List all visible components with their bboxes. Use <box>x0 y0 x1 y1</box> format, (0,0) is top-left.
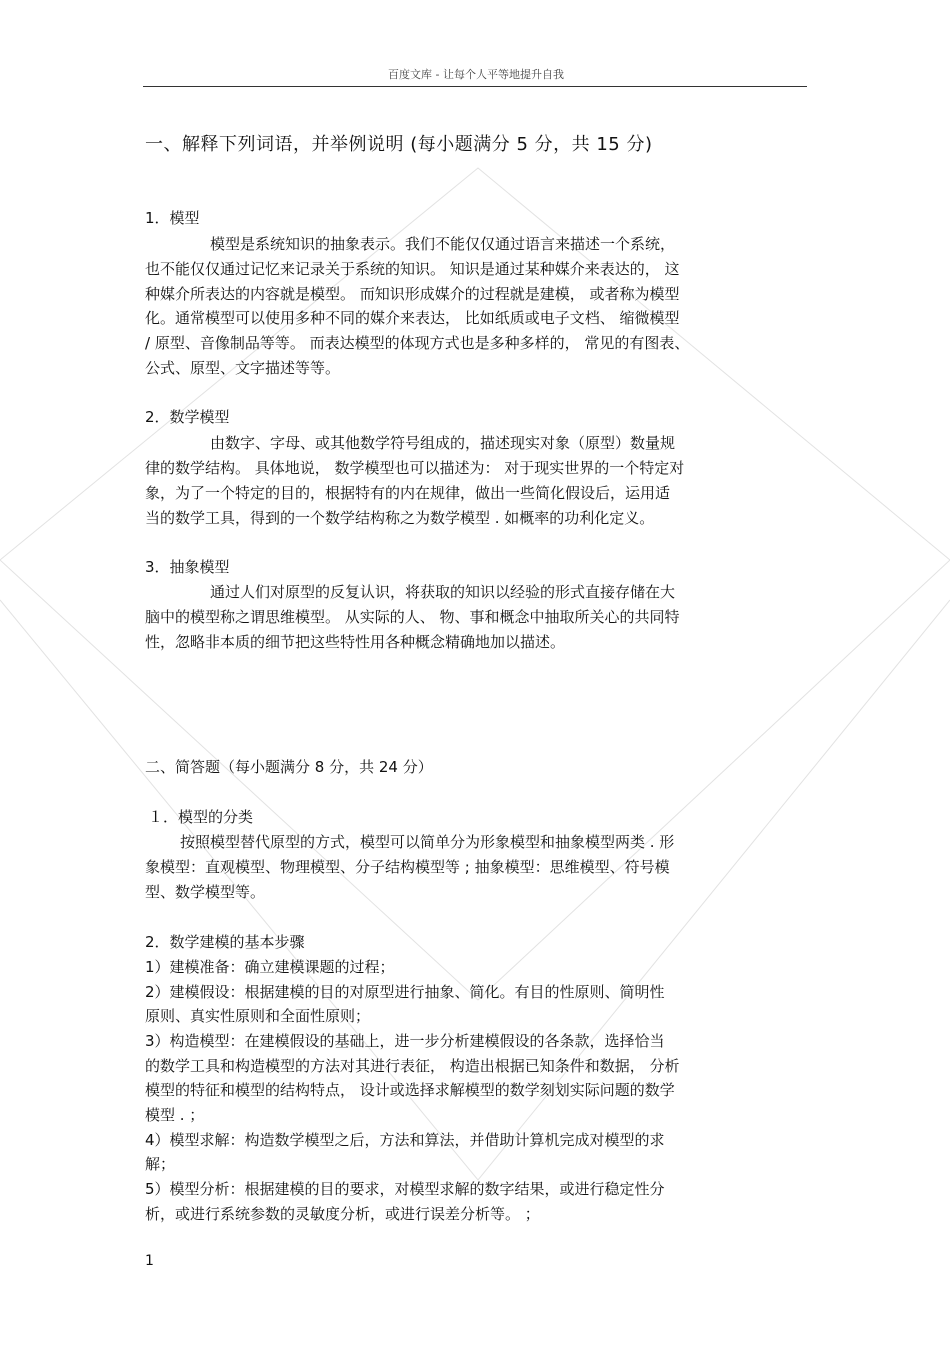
section2-title: 二、简答题（每小题满分 8 分，共 24 分） <box>145 758 433 776</box>
s2-item2-line: 原则、真实性原则和全面性原则； <box>145 1007 371 1025</box>
s1-item2-line: 律的数学结构。 具体地说， 数学模型也可以描述为： 对于现实世界的一个特定对 <box>145 459 685 477</box>
s1-item2-line: 当的数学工具，得到的一个数学结构称之为数学模型 . 如概率的功利化定义。 <box>145 509 655 527</box>
s2-item2-line: 3）构造模型：在建模假设的基础上，进一步分析建模假设的各条款，选择恰当 <box>145 1032 665 1050</box>
s2-item2-line: 4）模型求解：构造数学模型之后，方法和算法，并借助计算机完成对模型的求 <box>145 1131 665 1149</box>
s1-item2-title: 2．数学模型 <box>145 408 230 426</box>
s2-item1-line: 型、数学模型等。 <box>145 883 266 901</box>
s2-item1-line: 按照模型替代原型的方式，模型可以简单分为形象模型和抽象模型两类 . 形 <box>180 833 675 851</box>
s1-item3-line: 通过人们对原型的反复认识，将获取的知识以经验的形式直接存储在大 <box>210 583 676 601</box>
s2-item2-line: 5）模型分析：根据建模的目的要求，对模型求解的数字结果，或进行稳定性分 <box>145 1180 665 1198</box>
header-rule <box>143 86 807 87</box>
s1-item1-line: 模型是系统知识的抽象表示。我们不能仅仅通过语言来描述一个系统， <box>210 235 676 253</box>
s2-item1-title: １．模型的分类 <box>148 808 254 826</box>
s2-item2-line: 2）建模假设：根据建模的目的对原型进行抽象、简化。有目的性原则、简明性 <box>145 983 665 1001</box>
s2-item2-line: 析，或进行系统参数的灵敏度分析，或进行误差分析等。 ； <box>145 1205 540 1223</box>
s2-item2-line: 解； <box>145 1155 176 1173</box>
page-number: 1 <box>145 1253 154 1269</box>
s2-item2-line: 模型 . ； <box>145 1106 205 1124</box>
s2-item1-line: 象模型：直观模型、物理模型、分子结构模型等 ; 抽象模型：思维模型、符号模 <box>145 858 670 876</box>
s1-item3-line: 脑中的模型称之谓思维模型。 从实际的人、 物、事和概念中抽取所关心的共同特 <box>145 608 680 626</box>
s1-item3-title: 3．抽象模型 <box>145 558 230 576</box>
s1-item2-line: 由数字、字母、或其他数学符号组成的，描述现实对象（原型）数量规 <box>210 434 676 452</box>
s1-item1-line: 化。通常模型可以使用多种不同的媒介来表达， 比如纸质或电子文档、 缩微模型 <box>145 309 680 327</box>
s1-item1-line: 公式、原型、文字描述等等。 <box>145 359 341 377</box>
s1-item1-line: 种媒介所表达的内容就是模型。 而知识形成媒介的过程就是建模， 或者称为模型 <box>145 285 680 303</box>
s1-item1-title: 1．模型 <box>145 209 200 227</box>
s2-item2-line: 1）建模准备：确立建模课题的过程； <box>145 958 395 976</box>
s2-item2-title: 2．数学建模的基本步骤 <box>145 933 305 951</box>
section1-title: 一、解释下列词语，并举例说明 (每小题满分 5 分，共 15 分) <box>145 134 653 155</box>
s1-item1-line: 也不能仅仅通过记忆来记录关于系统的知识。 知识是通过某种媒介来表达的， 这 <box>145 260 680 278</box>
s1-item3-line: 性，忽略非本质的细节把这些特性用各种概念精确地加以描述。 <box>145 633 566 651</box>
s2-item2-line: 模型的特征和模型的结构特点， 设计或选择求解模型的数学刻划实际问题的数学 <box>145 1081 675 1099</box>
page-header: 百度文库 - 让每个人平等地提升自我 <box>388 68 564 81</box>
s1-item1-line: / 原型、音像制品等等。 而表达模型的体现方式也是多种多样的， 常见的有图表、 <box>145 334 690 352</box>
s2-item2-line: 的数学工具和构造模型的方法对其进行表征， 构造出根据已知条件和数据， 分析 <box>145 1057 680 1075</box>
s1-item2-line: 象，为了一个特定的目的，根据特有的内在规律，做出一些简化假设后，运用适 <box>145 484 671 502</box>
